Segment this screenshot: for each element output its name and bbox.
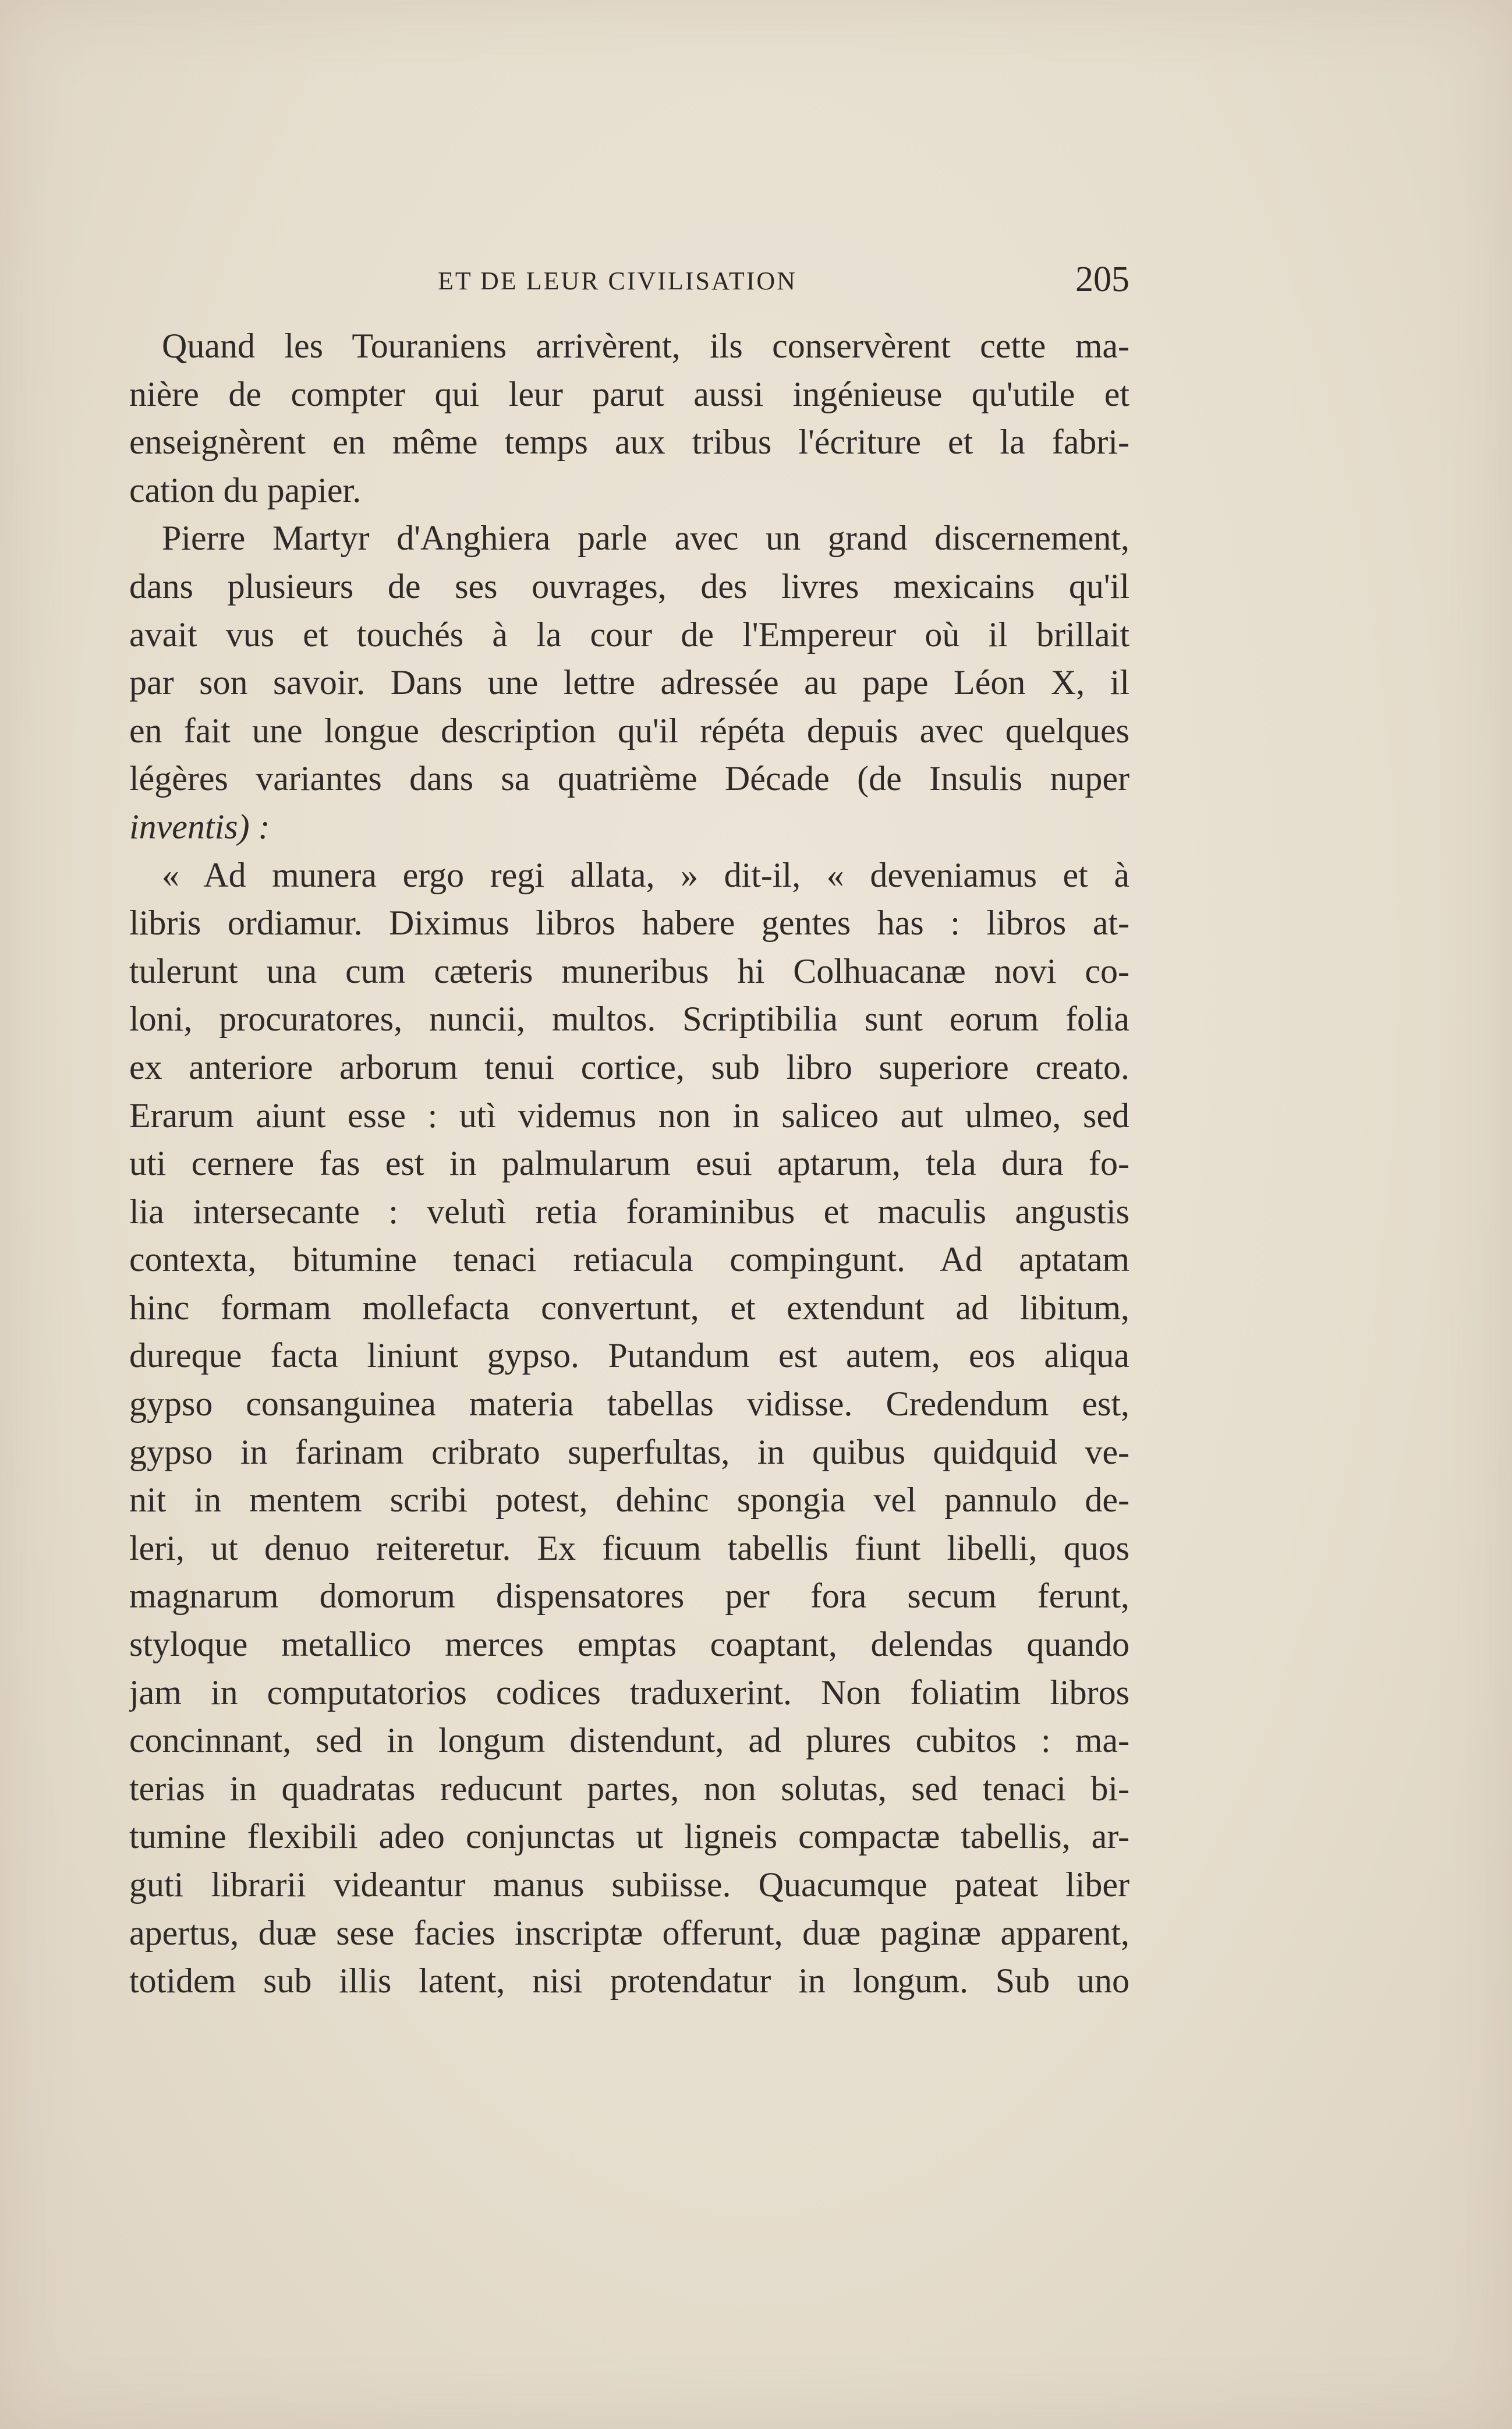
text-line: avait vus et touchés à la cour de l'Empereur où il brillait [129,615,1129,654]
text-line: magnarum domorum dispensatores per fora secum ferunt, [129,1577,1129,1616]
body-text [129,322,1129,2005]
text-line: lia intersecante : velutì retia foraminibus et maculis angustis [129,1192,1129,1231]
running-head: ET DE LEUR CIVILISATION [438,267,797,295]
text-line: libris ordiamur. Diximus libros habere gentes has : libros at- [129,904,1129,943]
text-line: totidem sub illis latent, nisi protendatur in longum. Sub uno [129,1961,1129,2000]
text-line: nit in mentem scribi potest, dehinc spongia vel pannulo de- [129,1481,1129,1520]
text-line: légères variantes dans sa quatrième Décade (de Insulis nuper [129,759,1129,798]
text-line: terias in quadratas reducunt partes, non solutas, sed tenaci bi- [129,1769,1129,1808]
text-line: ex anteriore arborum tenui cortice, sub libro superiore creato. [129,1047,1129,1086]
text-line: tulerunt una cum cæteris muneribus hi Colhuacanæ novi co- [129,951,1129,990]
text-line: par son savoir. Dans une lettre adressée au pape Léon X, il [129,663,1129,702]
text-line: gypso in farinam cribrato superfultas, in quibus quidquid ve- [129,1432,1129,1471]
text-line: gypso consanguinea materia tabellas vidisse. Credendum est, [129,1385,1129,1424]
text-line: uti cernere fas est in palmularum esui aptarum, tela dura fo- [129,1144,1129,1183]
text-line: leri, ut denuo reiteretur. Ex ficuum tabellis fiunt libelli, quos [129,1528,1129,1567]
text-line: Quand les Touraniens arrivèrent, ils conservèrent cette ma- [162,327,1129,365]
text-line: enseignèrent en même temps aux tribus l'écriture et la fabri- [129,423,1129,462]
text-line: inventis) : [129,807,270,846]
text-line: concinnant, sed in longum distendunt, ad plures cubitos : ma- [129,1721,1129,1760]
page-header [129,260,1129,306]
text-line: tumine flexibili adeo conjunctas ut ligneis compactæ tabellis, ar- [129,1817,1129,1856]
text-line: en fait une longue description qu'il répéta depuis avec quelques [129,711,1129,750]
text-line: dureque facta liniunt gypso. Putandum est autem, eos aliqua [129,1336,1129,1375]
text-line: Erarum aiunt esse : utì videmus non in saliceo aut ulmeo, sed [129,1096,1129,1135]
text-line: cation du papier. [129,470,362,509]
text-line: styloque metallico merces emptas coaptant, delendas quando [129,1625,1129,1664]
text-line: guti librarii videantur manus subiisse. Quacumque pateat liber [129,1865,1129,1904]
text-line: « Ad munera ergo regi allata, » dit-il, « deveniamus et à [162,855,1129,894]
text-line: dans plusieurs de ses ouvrages, des livres mexicains qu'il [129,566,1129,606]
text-line: nière de compter qui leur parut aussi ingénieuse qu'utile et [129,374,1129,413]
text-line: loni, procuratores, nuncii, multos. Scriptibilia sunt eorum folia [129,1000,1129,1039]
text-line: Pierre Martyr d'Anghiera parle avec un grand discernement, [162,519,1129,558]
page-number: 205 [1075,260,1129,299]
text-line: hinc formam mollefacta convertunt, et extendunt ad libitum, [129,1288,1129,1327]
text-line: jam in computatorios codices traduxerint. Non foliatim libros [129,1673,1129,1712]
text-line: contexta, bitumine tenaci retiacula compingunt. Ad aptatam [129,1240,1129,1279]
text-line: apertus, duæ sese facies inscriptæ offerunt, duæ paginæ apparent, [129,1913,1129,1952]
